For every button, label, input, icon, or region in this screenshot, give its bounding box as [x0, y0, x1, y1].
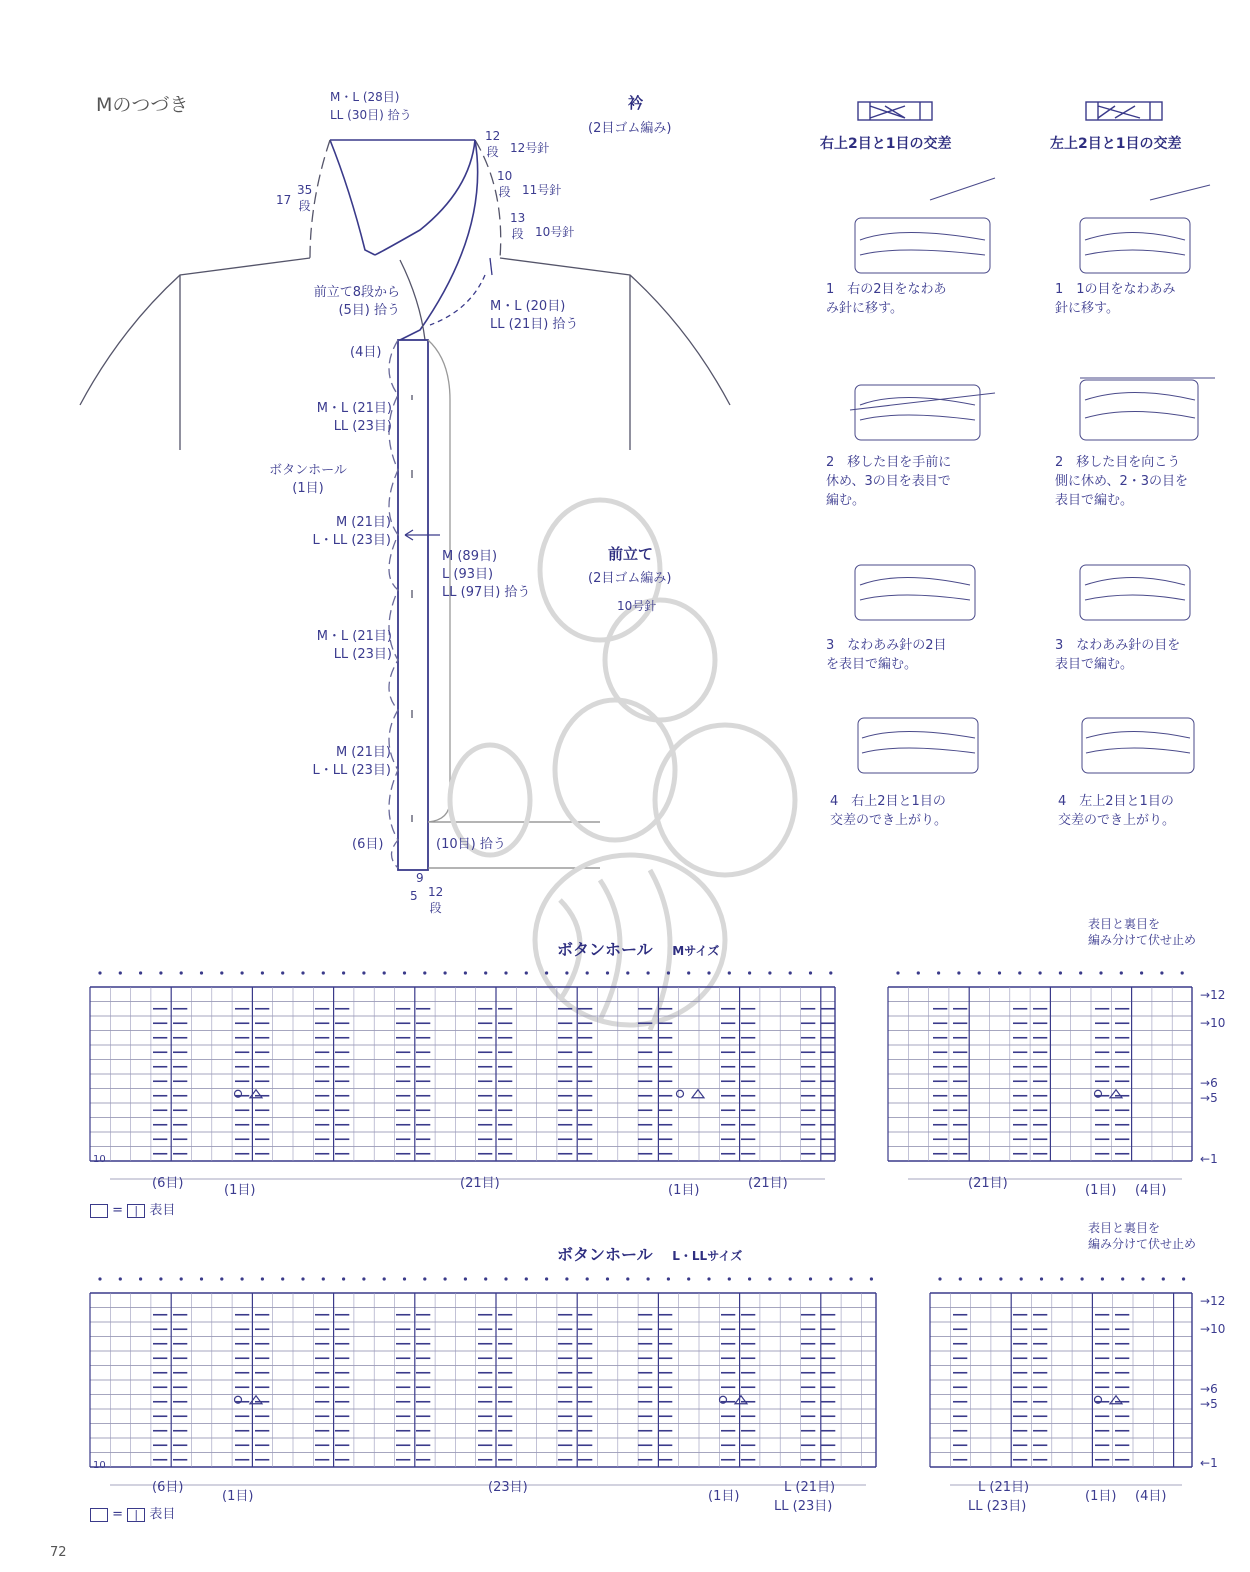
- cable-left-step-4: 4 左上2目と1目の 交差のでき上がり。: [1058, 794, 1176, 828]
- section-title: Mのつづき: [96, 94, 189, 116]
- band-label-m21-a-line1: M (21目): [335, 515, 391, 530]
- bindoff-dot: [322, 1277, 325, 1280]
- rows-10-dan: 段: [498, 185, 511, 199]
- bottom-12-value: 12: [428, 885, 444, 899]
- bindoff-dot: [362, 1277, 365, 1280]
- band-subtitle: (2目ゴム編み): [588, 571, 672, 586]
- band-label-m21-a-line2: L・LL (23目): [312, 533, 391, 548]
- bindoff-dot: [999, 1277, 1002, 1280]
- chart-l-legend-sym: |: [127, 1508, 145, 1522]
- chart-l-size: L・LLサイズ: [672, 1249, 743, 1263]
- bindoff-dot: [606, 1277, 609, 1280]
- bindoff-dot: [301, 1277, 304, 1280]
- needle-10-label: 10号針: [535, 225, 575, 239]
- cable-left-title: 左上2目と1目の交差: [1050, 136, 1182, 152]
- band-pickup-m: M (89目): [442, 549, 498, 564]
- band-pickup-l: L (93目): [442, 567, 494, 582]
- bindoff-dot: [667, 1277, 670, 1280]
- bindoff-dot: [979, 1277, 982, 1280]
- chart-m-row-12-num: 12: [1210, 988, 1226, 1002]
- band-label-6: (6目): [352, 837, 384, 852]
- chart-l-row-6-num: 6: [1210, 1382, 1218, 1396]
- band-label-m21-b-line1: M (21目): [335, 745, 391, 760]
- chart-l-row-1-num: 1: [1210, 1456, 1218, 1470]
- bindoff-dot: [789, 1277, 792, 1280]
- cable-right-step-4: 4 右上2目と1目の 交差のでき上がり。: [830, 794, 948, 828]
- bindoff-dot: [261, 1277, 264, 1280]
- bindoff-dot: [159, 1277, 162, 1280]
- decrease-symbol: [1110, 1396, 1122, 1404]
- bindoff-dot: [98, 1277, 101, 1280]
- chart-l-title-text: ボタンホール: [557, 1245, 653, 1264]
- bindoff-dot: [565, 1277, 568, 1280]
- chart-m-start: 10: [93, 1154, 106, 1165]
- bindoff-dot: [870, 1277, 873, 1280]
- chart-l-count-8: (1目): [1085, 1489, 1117, 1504]
- cable-left-step-1: 1 1の目をなわあみ 針に移す。: [1055, 282, 1176, 316]
- band-label-10-pick: (10目) 拾う: [436, 837, 506, 852]
- bottom-9-label: 9: [416, 871, 424, 885]
- chart-l-count-6: L (21目): [978, 1480, 1030, 1495]
- band-label-m21-b-line2: L・LL (23目): [312, 763, 391, 778]
- bindoff-dot: [1141, 1277, 1144, 1280]
- chart-l-count-3: (1目): [708, 1489, 740, 1504]
- buttonhole-label-text: ボタンホール: [269, 463, 347, 478]
- bindoff-dot: [1121, 1277, 1124, 1280]
- chart-m-count-5: (21目): [968, 1176, 1008, 1191]
- chart-l-legend-eq: =: [112, 1507, 124, 1522]
- bindoff-dot: [1162, 1277, 1165, 1280]
- bindoff-dot: [545, 1277, 548, 1280]
- bindoff-dot: [403, 1277, 406, 1280]
- bindoff-dot: [850, 1277, 853, 1280]
- chart-m-row-6-num: 6: [1210, 1076, 1218, 1090]
- bindoff-dot: [586, 1277, 589, 1280]
- bindoff-dot: [139, 1277, 142, 1280]
- chart-m-count-2: (21目): [460, 1176, 500, 1191]
- chart-l-count-4: L (21目): [784, 1480, 836, 1495]
- bindoff-dot: [768, 1277, 771, 1280]
- chart-m-row-5: →5: [1200, 1091, 1218, 1105]
- bindoff-dot: [200, 1277, 203, 1280]
- left-17-label: 17: [276, 193, 292, 207]
- bindoff-dot: [647, 1277, 650, 1280]
- chart-l-legend-box: [90, 1508, 108, 1522]
- chart-l-row-12: →12: [1200, 1294, 1226, 1308]
- chart-m-count-7: (4目): [1135, 1183, 1167, 1198]
- chart-m-legend-sym: |: [127, 1204, 145, 1218]
- rows-12-dan: 段: [486, 145, 499, 159]
- front-pickup-line2: (5目) 拾う: [338, 303, 400, 318]
- left-35-dan: 段: [298, 199, 311, 213]
- bindoff-dot: [525, 1277, 528, 1280]
- bindoff-dot: [444, 1277, 447, 1280]
- bindoff-dot: [687, 1277, 690, 1280]
- bindoff-dot: [959, 1277, 962, 1280]
- rows-12-value: 12: [485, 129, 501, 143]
- chart-m-row-10: →10: [1200, 1016, 1226, 1030]
- needle-11-label: 11号針: [522, 183, 562, 197]
- bindoff-dot: [241, 1277, 244, 1280]
- chart-m-count-1: (1目): [224, 1183, 256, 1198]
- chart-l-row-10-num: 10: [1210, 1322, 1226, 1336]
- chart-l-bindoff-line1: 表目と裏目を: [1088, 1221, 1161, 1235]
- bindoff-dot: [464, 1277, 467, 1280]
- rows-10-value: 10: [497, 169, 513, 183]
- bindoff-dot: [1020, 1277, 1023, 1280]
- chart-m-row-12: →12: [1200, 988, 1226, 1002]
- chart-m-bindoff-line2: 編み分けて伏せ止め: [1088, 933, 1197, 947]
- bindoff-dot: [423, 1277, 426, 1280]
- rows-13-dan: 段: [511, 227, 524, 241]
- cable-left-step-3: 3 なわあみ針の目を 表目で編む。: [1055, 638, 1181, 672]
- chart-l-row-5: →5: [1200, 1397, 1218, 1411]
- cable-right-title: 右上2目と1目の交差: [820, 136, 952, 152]
- chart-m-row-5-num: 5: [1210, 1091, 1218, 1105]
- cable-left-step-2: 2 移した目を向こう 側に休め、2・3の目を 表目で編む。: [1055, 455, 1189, 508]
- bindoff-dot: [1081, 1277, 1084, 1280]
- bindoff-dot: [180, 1277, 183, 1280]
- chart-l-count-7: LL (23目): [968, 1499, 1027, 1514]
- collar-pickup-ml: M・L (28目): [330, 90, 400, 104]
- band-title: 前立て: [608, 545, 654, 563]
- chart-l-row-10: →10: [1200, 1322, 1226, 1336]
- chart-m-row-10-num: 10: [1210, 1016, 1226, 1030]
- collar-side-pickup-ll: LL (21目) 拾う: [490, 317, 579, 332]
- cable-right-step-3: 3 なわあみ針の2目 を表目で編む。: [826, 638, 947, 672]
- left-35-value: 35: [297, 183, 313, 197]
- band-label-ml21-a-line1: M・L (21目): [316, 401, 392, 416]
- chart-m-row-1: ←1: [1200, 1152, 1218, 1166]
- chart-l-row-12-num: 12: [1210, 1294, 1226, 1308]
- chart-m-count-3: (1目): [668, 1183, 700, 1198]
- chart-l-count-5: LL (23目): [774, 1499, 833, 1514]
- collar-title: 衿: [628, 94, 644, 112]
- bindoff-dot: [938, 1277, 941, 1280]
- bindoff-dot: [809, 1277, 812, 1280]
- chart-l-legend-text: 表目: [149, 1507, 176, 1522]
- chart-m-count-0: (6目): [152, 1176, 184, 1191]
- bindoff-dot: [829, 1277, 832, 1280]
- chart-m-count-4: (21目): [748, 1176, 788, 1191]
- bottom-5-label: 5: [410, 889, 418, 903]
- bindoff-dot: [1040, 1277, 1043, 1280]
- front-pickup-line1: 前立て8段から: [313, 285, 400, 300]
- decrease-symbol: [735, 1396, 747, 1404]
- chart-l-count-0: (6目): [152, 1480, 184, 1495]
- bindoff-dot: [728, 1277, 731, 1280]
- bindoff-dot: [626, 1277, 629, 1280]
- bindoff-dot: [119, 1277, 122, 1280]
- rows-13-value: 13: [510, 211, 526, 225]
- bindoff-dot: [748, 1277, 751, 1280]
- band-label-ml21-b-line1: M・L (21目): [316, 629, 392, 644]
- band-label-4: (4目): [350, 345, 382, 360]
- chart-l-row-6: →6: [1200, 1382, 1218, 1396]
- bindoff-dot: [281, 1277, 284, 1280]
- bindoff-dot: [220, 1277, 223, 1280]
- bindoff-dot: [1060, 1277, 1063, 1280]
- collar-side-pickup-ml: M・L (20目): [490, 299, 566, 314]
- band-pickup-ll: LL (97目) 拾う: [442, 585, 531, 600]
- chart-m-row-1-num: 1: [1210, 1152, 1218, 1166]
- chart-m-size: Mサイズ: [672, 944, 720, 958]
- chart-m-title-text: ボタンホール: [557, 940, 653, 959]
- chart-m-row-6: →6: [1200, 1076, 1218, 1090]
- collar-subtitle: (2目ゴム編み): [588, 121, 672, 136]
- band-label-ml21-a-line2: LL (23目): [333, 419, 392, 434]
- chart-l-start: 10: [93, 1460, 106, 1471]
- chart-m-legend-text: 表目: [149, 1203, 176, 1218]
- buttonhole-label-count: (1目): [292, 481, 324, 496]
- chart-m-legend-eq: =: [112, 1203, 124, 1218]
- cable-right-step-1: 1 右の2目をなわあ み針に移す。: [826, 282, 947, 316]
- chart-m-bindoff-line1: 表目と裏目を: [1088, 917, 1161, 931]
- needle-12-label: 12号針: [510, 141, 550, 155]
- chart-l-count-2: (23目): [488, 1480, 528, 1495]
- bindoff-dot: [1101, 1277, 1104, 1280]
- chart-l-count-9: (4目): [1135, 1489, 1167, 1504]
- chart-l-row-5-num: 5: [1210, 1397, 1218, 1411]
- bindoff-dot: [484, 1277, 487, 1280]
- chart-l-bindoff-line2: 編み分けて伏せ止め: [1088, 1237, 1197, 1251]
- bindoff-dot: [342, 1277, 345, 1280]
- collar-pickup-ll: LL (30目) 拾う: [330, 108, 412, 122]
- chart-l-row-1: ←1: [1200, 1456, 1218, 1470]
- band-label-ml21-b-line2: LL (23目): [333, 647, 392, 662]
- band-needle: 10号針: [617, 599, 657, 613]
- bindoff-dot: [707, 1277, 710, 1280]
- chart-m-count-6: (1目): [1085, 1183, 1117, 1198]
- chart-l-legend: [90, 1506, 175, 1524]
- bottom-12-dan: 段: [429, 901, 442, 915]
- chart-l-count-1: (1目): [222, 1489, 254, 1504]
- bindoff-dot: [383, 1277, 386, 1280]
- bindoff-dot: [1182, 1277, 1185, 1280]
- bindoff-dot: [504, 1277, 507, 1280]
- cable-right-step-2: 2 移した目を手前に 休め、3の目を表目で 編む。: [826, 455, 952, 508]
- page-number: 72: [50, 1545, 67, 1560]
